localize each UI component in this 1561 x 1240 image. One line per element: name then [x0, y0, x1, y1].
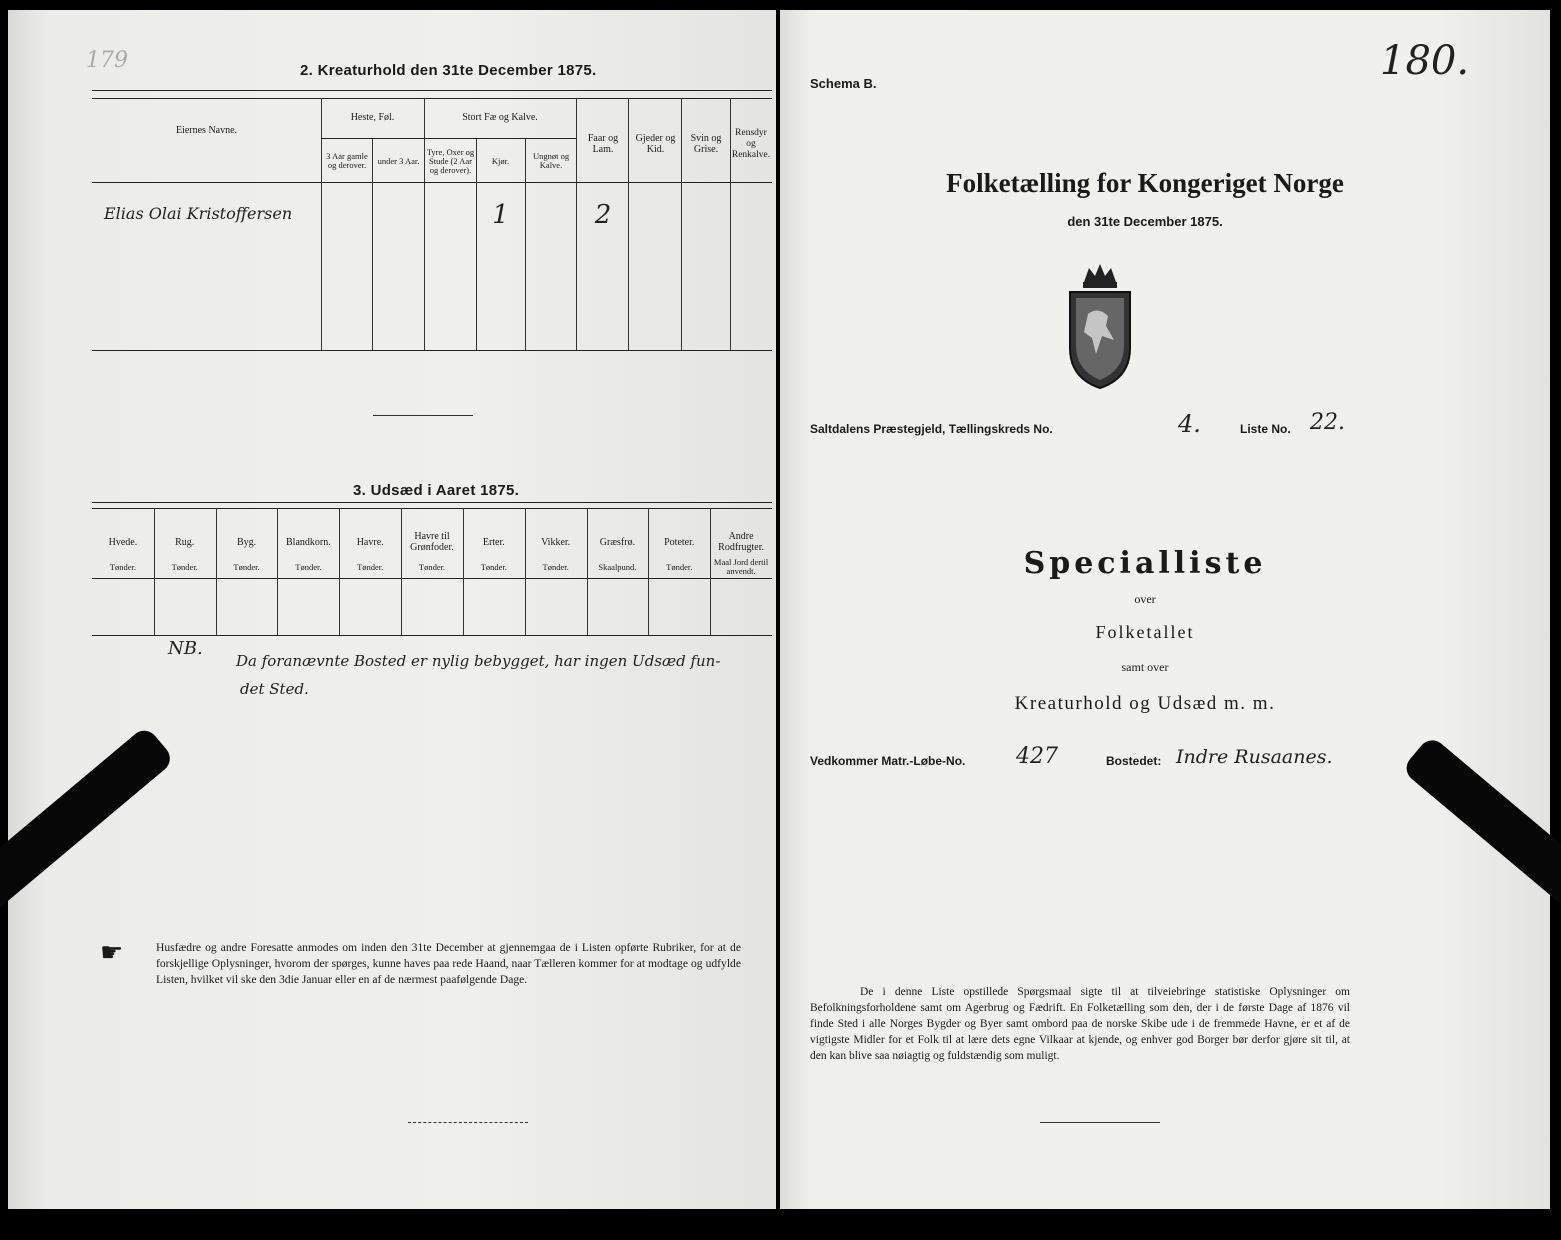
seed-col-unit: Tønder. — [666, 561, 693, 572]
seed-col-name: Græsfrø. — [599, 536, 636, 548]
samt-over-text: samt over — [1121, 660, 1169, 674]
corner-page-mark: 179 — [86, 48, 128, 73]
folketallet-text: Folketallet — [1095, 622, 1195, 642]
over-text: over — [1134, 592, 1156, 606]
seed-col-unit: Tønder. — [357, 561, 384, 572]
seed-col-name: Blandkorn. — [286, 536, 331, 548]
row-owner-name: Elias Olai Kristoffersen — [104, 204, 293, 223]
col-reindeer-header: Rensdyr og Renkalve. — [731, 127, 771, 160]
row-cows-value: 1 — [492, 200, 509, 230]
bottom-rule — [408, 1122, 528, 1123]
col-horse-old-header: 3 Aar gamle og derover. — [326, 151, 368, 170]
section-3-title: 3. Udsæd i Aaret 1875. — [353, 482, 520, 499]
col-horse-young-header: under 3 Aar. — [377, 155, 420, 166]
seed-col-unit: Tønder. — [418, 561, 446, 572]
note-line-1: Da foranævnte Bosted er nylig bebygget, har ingen Udsæd fun- — [236, 652, 721, 670]
body-text: De i denne Liste opstillede Spørgsmaal sigte til at tilveiebringe statistiske Oplysninger om Befolkningsforholdene samt om Agerbrug og Fædrift. En Folketælling som den, der i de første Dage af 1876 vil finde Sted i alle Norges Bygder og Byer samt ombord paa de norske Skibe ude i de fremmede Havne, er et af de vigtigste Midler for et Folk til at lære dets egne Vilkaar at kjende, og enhver god Borger bør derfor gjøre sit til, at den kan blive saa nøiagtig og fuldstændig som muligt. — [810, 986, 1350, 1062]
col-bulls-header: Tyre, Oxer og Stude (2 Aar og derover). — [426, 146, 475, 175]
specialliste-title: Specialliste — [1023, 546, 1267, 581]
seed-col-unit: Tønder. — [171, 561, 198, 572]
note-line-2: det Sted. — [240, 680, 309, 698]
group-cattle-header: Stort Fæ og Kalve. — [462, 111, 538, 123]
seed-col-unit: Tønder. — [233, 561, 260, 572]
matr-number: 427 — [1016, 744, 1058, 769]
seed-col-unit: Skaalpund. — [598, 561, 637, 572]
col-sheep-header: Faar og Lam. — [587, 133, 619, 155]
parish-label: Saltdalens Præstegjeld, Tællingskreds No. — [810, 422, 1053, 436]
bottom-rule-right — [1040, 1122, 1160, 1123]
col-cows-header: Kjør. — [491, 155, 510, 166]
census-date: den 31te December 1875. — [1067, 214, 1223, 229]
main-title: Folketælling for Kongeriget Norge — [946, 168, 1344, 198]
seed-col-name: Rug. — [175, 536, 195, 548]
schema-label: Schema B. — [810, 76, 877, 91]
matr-label: Vedkommer Matr.-Løbe-No. — [810, 754, 966, 768]
list-number: 22. — [1310, 410, 1345, 435]
bosted-label: Bostedet: — [1106, 754, 1162, 768]
notice-text: Husfædre og andre Foresatte anmodes om inden den 31te December at gjennemgaa de i Listen opførte Rubriker, for at de forskjellige Oplysninger, hvorom der spørges, kunne haves paa rede Haand, naar Tælleren kommer for at modtage og udfylde Listen, hvilket vil ske den 3die Januar eller en af de nærmest paafølgende Dage. — [156, 941, 741, 986]
seed-col-name: Havre. — [356, 536, 384, 548]
row-sheep-value: 2 — [594, 200, 612, 230]
right-page — [780, 10, 1550, 1209]
kreaturhold-text: Kreaturhold og Udsæd m. m. — [1014, 693, 1276, 714]
col-owner-header: Eiernes Navne. — [175, 124, 238, 136]
page-number: 180. — [1380, 38, 1470, 84]
seed-col-unit: Tønder. — [542, 561, 569, 572]
seed-col-unit: Tønder. — [480, 561, 507, 572]
seed-col-name: Hvede. — [108, 536, 138, 548]
bosted-value: Indre Rusaanes. — [1176, 746, 1333, 768]
seed-col-name: Vikker. — [541, 536, 571, 548]
col-goats-header: Gjeder og Kid. — [635, 133, 676, 155]
district-number: 4. — [1178, 410, 1201, 438]
pointing-hand-icon: ☛ — [100, 938, 124, 967]
seed-col-name: Poteter. — [664, 536, 695, 548]
section-2-title: 2. Kreaturhold den 31te December 1875. — [300, 62, 597, 79]
seed-col-unit: Tønder. — [109, 561, 136, 572]
section-2-end-rule — [373, 415, 473, 416]
group-horses-header: Heste, Føl. — [350, 111, 395, 123]
seed-col-name: Byg. — [236, 536, 257, 548]
col-young-cattle-header: Ungnøt og Kalve. — [532, 151, 570, 170]
seed-col-name: Erter. — [482, 536, 505, 548]
col-pigs-header: Svin og Grise. — [690, 133, 722, 155]
seed-col-name: Andre Rodfrugter. — [718, 531, 764, 553]
norwegian-coat-of-arms-icon — [1062, 262, 1138, 390]
seed-col-unit: Tønder. — [295, 561, 322, 572]
seed-col-unit: Maal Jord dertil anvendt. — [713, 557, 769, 576]
seed-col-name: Havre til Grønfoder. — [410, 531, 454, 553]
list-label: Liste No. — [1240, 422, 1291, 436]
note-label: NB. — [168, 638, 203, 659]
left-page — [8, 10, 776, 1209]
